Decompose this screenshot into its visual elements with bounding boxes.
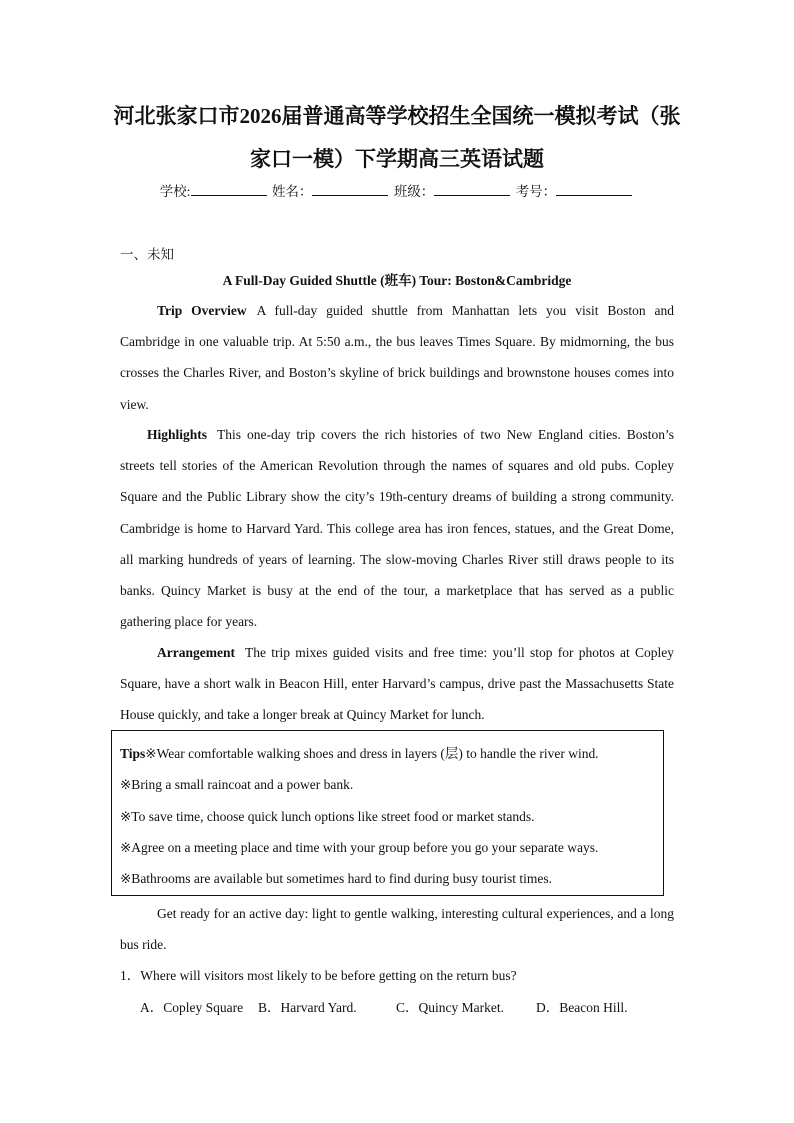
student-info-line [0,180,794,200]
tip-item [120,738,663,769]
option-b: B．Harvard Yard. [258,1000,357,1015]
section-label: 一、未知 [120,247,174,262]
paragraph-text: The trip mixes guided visits and free time: you’ll stop for photos at Copley Square, have a short walk in Beacon Hill, enter Harvard’s campus, drive past the Massachusetts State House quickly, and take a longer break at Quincy Market for lunch. [120,645,674,723]
paragraph-text: A full-day guided shuttle from Manhattan lets you visit Boston and Cambridge in one valuable trip. At 5:50 a.m., the bus leaves Times Square. By midmorning, the bus crosses the Charles River, and Boston’s skyline of brick buildings and brownstone houses comes into view. [120,303,674,412]
paragraph-highlights [120,419,674,637]
class-label: 班级： [393,184,435,199]
paragraph-trip-overview [120,295,674,420]
school-label: 学校: [159,184,191,199]
option-a: A．Copley Square [140,1000,244,1015]
tip-item: ※Bring a small raincoat and a power bank. [120,777,354,793]
paragraph-arrangement [120,637,674,731]
passage-title: A Full-Day Guided Shuttle (班车) Tour: Boston&Cambridge [222,273,572,288]
question-1: 1．Where will visitors most likely to be before getting on the return bus? [120,968,517,983]
paragraph-text: This one-day trip covers the rich histories of two New England cities. Boston’s streets tell stories of the American Revolution through the names of squares and old pubs. Copley Square and the Public Library show the city’s 19th-century dreams of building a strong community. Cambridge is home to Harvard Yard. This college area has iron fences, statues, and the Great Dome, all marking hundreds of years of learning. The slow-moving Charles River still draws people to its banks. Quincy Market is busy at the end of the tour, a marketplace that has served as a public gathering place for years. [120,427,674,630]
exam-number-label: 考号： [515,184,557,199]
tip-item: ※Agree on a meeting place and time with your group before you go your separate ways. [120,839,599,855]
question-1-options [140,996,627,1016]
option-c: C．Quincy Market. [396,1000,504,1015]
exam-number-blank [556,182,632,196]
tips-box [111,730,664,896]
tips-label: Tips [120,746,146,761]
tip-text: ※Wear comfortable walking shoes and dress in layers (层) to handle the river wind. [145,746,599,761]
class-blank [434,182,510,196]
tip-item: ※To save time, choose quick lunch options like street food or market stands. [120,808,535,824]
paragraph-heading: Trip Overview [157,303,247,318]
option-d: D．Beacon Hill. [536,1000,628,1015]
school-blank [191,182,267,196]
paragraph-heading: Highlights [147,427,208,442]
name-label: 姓名： [271,184,313,199]
closing-paragraph: Get ready for an active day: light to gentle walking, interesting cultural experiences, and a long bus ride. [120,906,674,953]
tip-item: ※Bathrooms are available but sometimes hard to find during busy tourist times. [120,871,552,887]
exam-title-line-1: 河北张家口市2026届普通高等学校招生全国统一模拟考试（张 [113,104,681,128]
paragraph-heading: Arrangement [157,645,235,660]
name-blank [312,182,388,196]
exam-title-line-2: 家口一模）下学期高三英语试题 [250,147,544,171]
